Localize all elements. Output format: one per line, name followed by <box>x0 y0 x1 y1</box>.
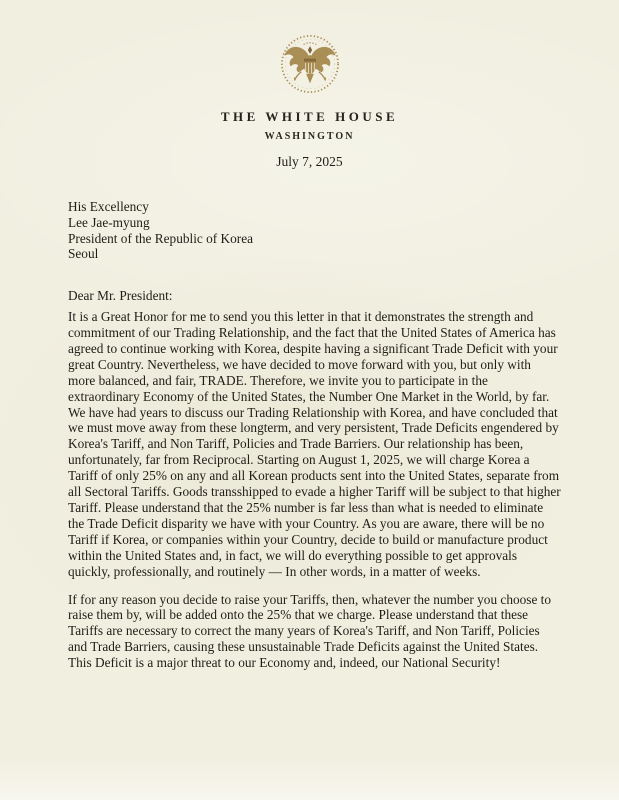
letterhead-location: WASHINGTON <box>264 131 355 142</box>
body-paragraph-1: It is a Great Honor for me to send you this letter in that it demonstrates the strength and commitment of our Trading Relationship, and the fact that the United States of America has agreed to continue working with Korea, despite having a significant Trade Deficit with your great Country. Nevertheless, we have decided to move forward with you, but only with more balanced, and fair, TRADE. Therefore, we invite you to participate in the extraordinary Economy of the United States, the Number One Market in the World, by far. We have had years to discuss our Trading Relationship with Korea, and have concluded that we must move away from these longterm, and very persistent, Trade Deficits engendered by Korea's Tariff, and Non Tariff, Policies and Trade Barriers. Our relationship has been, unfortunately, far from Reciprocal. Starting on August 1, 2025, we will charge Korea a Tariff of only 25% on any and all Korean products sent into the United States, separate from all Sectoral Tariffs. Goods transshipped to evade a higher Tariff will be subject to that higher Tariff. Please understand that the 25% number is far less than what is needed to eliminate the Trade Deficit disparity we have with your Country. As you are aware, there will be no Tariff if Korea, or companies within your Country, decide to build or manufacture product within the United States and, in fact, we will do everything possible to get approvals quickly, professionally, and routinely — In other words, in a matter of weeks. <box>68 309 561 579</box>
letterhead <box>0 0 619 170</box>
seal-container <box>0 33 619 95</box>
letter-body <box>0 199 619 671</box>
recipient-name: Lee Jae-myung <box>68 214 150 230</box>
letter-date: July 7, 2025 <box>276 154 343 169</box>
recipient-block <box>68 199 561 262</box>
body-paragraph-2: If for any reason you decide to raise your Tariffs, then, whatever the number you choose to raise them by, will be added onto the 25% that we charge. Please understand that these Tariffs are necessary to correct the many years of Korea's Tariff, and Non Tariff, Policies and Trade Barriers, causing these unsustainable Trade Deficits against the United States. This Deficit is a major threat to our Economy and, indeed, our National Security! <box>68 591 552 671</box>
recipient-title: President of the Republic of Korea <box>68 230 253 246</box>
salutation: Dear Mr. President: <box>68 288 173 304</box>
presidential-seal-icon <box>279 33 341 95</box>
recipient-city: Seoul <box>68 246 99 262</box>
letterhead-organization: THE WHITE HOUSE <box>220 109 399 124</box>
recipient-honorific: His Excellency <box>68 199 149 214</box>
